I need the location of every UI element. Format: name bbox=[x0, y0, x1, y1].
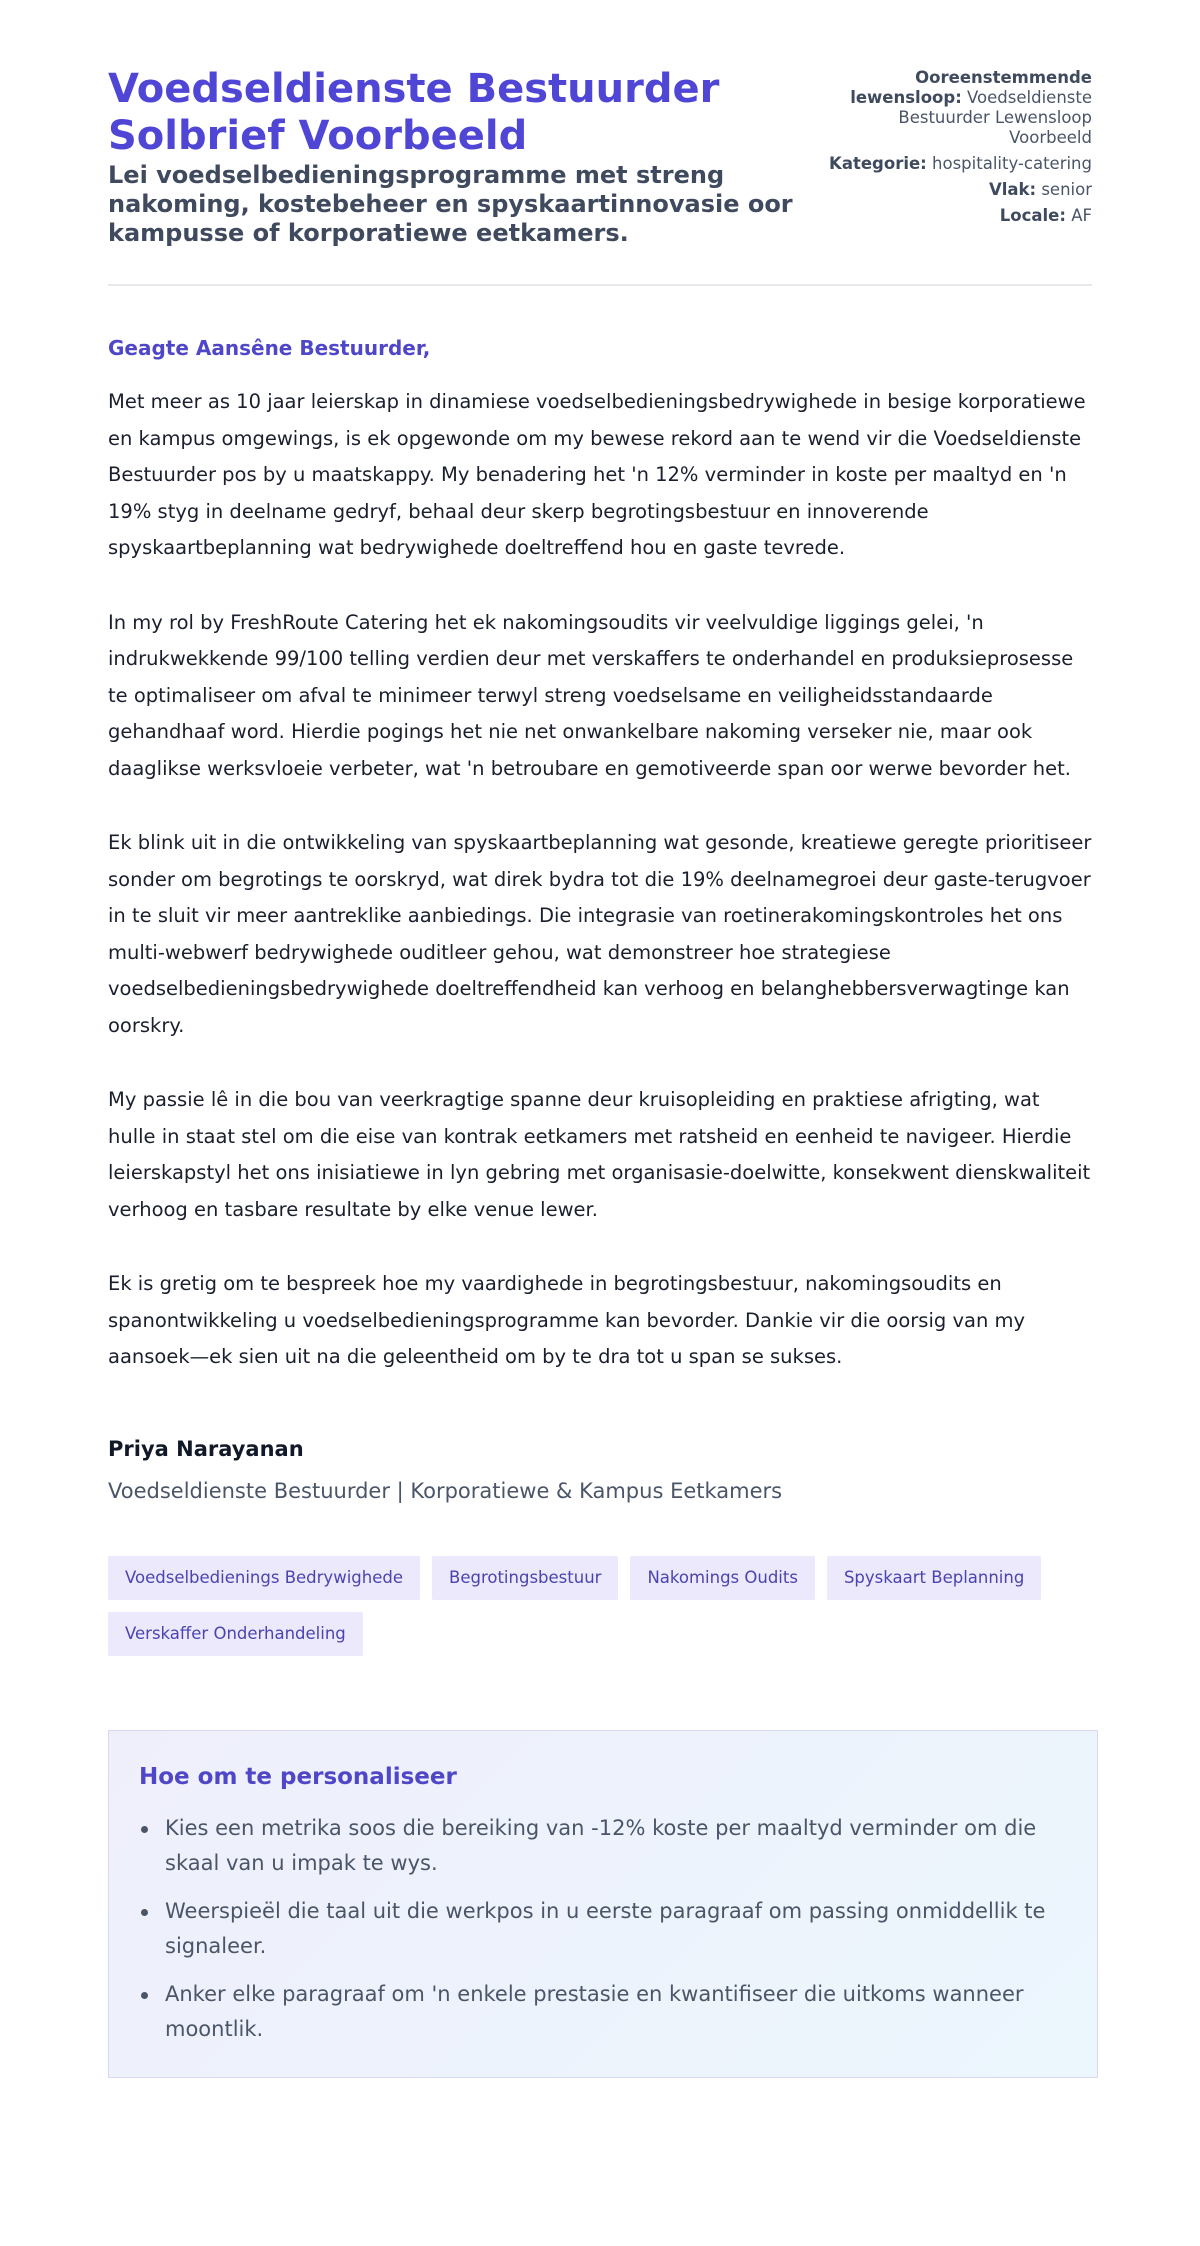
tip-item bbox=[139, 1977, 1067, 2047]
page-header bbox=[108, 66, 1092, 286]
meta-label: Vlak: bbox=[988, 180, 1037, 199]
tip-item bbox=[139, 1811, 1067, 1881]
bullet-icon bbox=[141, 1909, 148, 1916]
meta-locale bbox=[822, 206, 1092, 226]
tip-text: Anker elke paragraaf om 'n enkele prestasie en kwantifiseer die uitkoms wanneer moontlik. bbox=[165, 1981, 1024, 2041]
header-title-block bbox=[108, 66, 808, 248]
tip-text: Weerspieël die taal uit die werkpos in u eerste paragraaf om passing onmiddellik te signaleer. bbox=[165, 1898, 1046, 1958]
meta-label: Ooreenstemmende lewensloop: bbox=[850, 68, 1092, 107]
signature-title: Voedseldienste Bestuurder | Korporatiewe & Kampus Eetkamers bbox=[108, 1478, 783, 1503]
page-title: Voedseldienste Bestuurder Solbrief Voorbeeld bbox=[108, 66, 720, 159]
bullet-icon bbox=[141, 1992, 148, 1999]
letter-paragraph: My passie lê in die bou van veerkragtige spanne deur kruisopleiding en praktiese afrigting, wat hulle in staat stel om die eise van kontrak eetkamers met ratsheid en eenheid te navigeer. Hierdie leierskapstyl het ons inisiatiewe in lyn gebring met organisasie-doelwitte, konsekwent dienskwaliteit verhoog en tasbare resultate by elke venue lewer. bbox=[108, 1088, 1091, 1221]
page-subtitle: Lei voedselbedieningsprogramme met streng nakoming, kostebeheer en spyskaartinnovasie oor kampusse of korporatiewe eetkamers. bbox=[108, 161, 793, 247]
skill-tag: Voedselbedienings Bedrywighede bbox=[108, 1556, 420, 1600]
tips-title: Hoe om te personaliseer bbox=[139, 1763, 457, 1790]
meta-value: senior bbox=[1041, 180, 1092, 199]
meta-level bbox=[822, 180, 1092, 200]
tip-item bbox=[139, 1894, 1067, 1964]
skill-tags bbox=[108, 1556, 1098, 1656]
signature-block bbox=[108, 1436, 1092, 1504]
meta-category bbox=[822, 154, 1092, 174]
letter-paragraph: Met meer as 10 jaar leierskap in dinamiese voedselbedieningsbedrywighede in besige korporatiewe en kampus omgewings, is ek opgewonde om my bewese rekord aan te wend vir die Voedseldienste Bestuurder pos by u maatskappy. My benadering het 'n 12% verminder in koste per maaltyd en 'n 19% styg in deelname gedryf, behaal deur skerp begrotingsbestuur en innoverende spyskaartbeplanning wat bedrywighede doeltreffend hou en gaste tevrede. bbox=[108, 390, 1086, 559]
meta-label: Locale: bbox=[999, 206, 1066, 225]
meta-value: hospitality-catering bbox=[932, 154, 1092, 173]
skill-tag: Nakomings Oudits bbox=[630, 1556, 815, 1600]
meta-panel bbox=[822, 68, 1092, 232]
meta-value: Voedseldienste Bestuurder Lewensloop Voorbeeld bbox=[898, 88, 1092, 147]
bullet-icon bbox=[141, 1826, 148, 1833]
letter-paragraph: Ek blink uit in die ontwikkeling van spyskaartbeplanning wat gesonde, kreatiewe geregte prioritiseer sonder om begrotings te oorskryd, wat direk bydra tot die 19% deelnamegroei deur gaste-terugvoer in te sluit vir meer aantreklike aanbiedings. Die integrasie van roetinerakomingskontroles het ons multi-webwerf bedrywighede ouditleer gehou, wat demonstreer hoe strategiese voedselbedieningsbedrywighede doeltreffendheid kan verhoog en belanghebbersverwagtinge kan oorskry. bbox=[108, 831, 1092, 1037]
tips-list bbox=[139, 1811, 1067, 2047]
skill-tag: Spyskaart Beplanning bbox=[827, 1556, 1041, 1600]
letter-body bbox=[108, 384, 1092, 1376]
personalize-tips-box bbox=[108, 1730, 1098, 2078]
tip-text: Kies een metrika soos die bereiking van -12% koste per maaltyd verminder om die skaal van u impak te wys. bbox=[165, 1815, 1037, 1875]
skill-tag: Begrotingsbestuur bbox=[432, 1556, 618, 1600]
meta-matching-resume bbox=[822, 68, 1092, 148]
meta-value: AF bbox=[1071, 206, 1092, 225]
skill-tag: Verskaffer Onderhandeling bbox=[108, 1612, 363, 1656]
meta-label: Kategorie: bbox=[829, 154, 927, 173]
letter-paragraph: In my rol by FreshRoute Catering het ek nakomingsoudits vir veelvuldige liggings gelei, 'n indrukwekkende 99/100 telling verdien deur met verskaffers te onderhandel en produksieprosesse te optimaliseer om afval te minimeer terwyl streng voedselsame en veiligheidsstandaarde gehandhaaf word. Hierdie pogings het nie net onwankelbare nakoming verseker nie, maar ook daaglikse werksvloeie verbeter, wat 'n betroubare en gemotiveerde span oor werwe bevorder het. bbox=[108, 610, 1074, 780]
signature-name: Priya Narayanan bbox=[108, 1436, 304, 1461]
letter-paragraph: Ek is gretig om te bespreek hoe my vaardighede in begrotingsbestuur, nakomingsoudits en spanontwikkeling u voedselbedieningsprogramme kan bevorder. Dankie vir die oorsig van my aansoek—ek sien uit na die geleentheid om by te dra tot u span se sukses. bbox=[108, 1272, 1026, 1368]
letter-salutation: Geagte Aansêne Bestuurder, bbox=[108, 336, 431, 360]
